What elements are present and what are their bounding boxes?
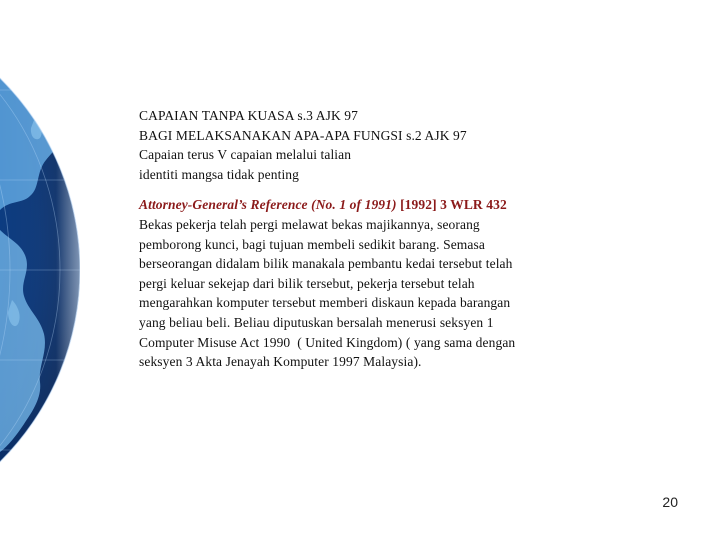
spacer (139, 184, 589, 195)
heading-line: Capaian terus V capaian melalui talian (139, 147, 352, 163)
body-line: mengarahkan komputer tersebut memberi diskaun kepada barangan (139, 295, 511, 311)
page-number: 20 (662, 494, 678, 510)
body-line: Bekas pekerja telah pergi melawat bekas majikannya, seorang (139, 216, 480, 232)
case-report: [1992] 3 WLR 432 (396, 197, 507, 213)
body-line: berseorangan didalam bilik manakala pembantu kedai tersebut telah (139, 256, 513, 272)
body-line: pemborong kunci, bagi tujuan membeli sedikit barang. Semasa (139, 236, 485, 252)
globe-image (0, 0, 80, 540)
heading-line: CAPAIAN TANPA KUASA s.3 AJK 97 (139, 108, 358, 123)
slide-content (139, 106, 589, 372)
heading-line: identiti mangsa tidak penting (139, 166, 299, 182)
body-line: Computer Misuse Act 1990 ( United Kingdom) ( yang sama dengan (139, 334, 516, 350)
body-line: seksyen 3 Akta Jenayah Komputer 1997 Malaysia). (139, 354, 422, 370)
body-line: yang beliau beli. Beliau diputuskan bersalah menerusi seksyen 1 (139, 314, 494, 330)
heading-line: BAGI MELAKSANAKAN APA-APA FUNGSI s.2 AJK 97 (139, 127, 467, 143)
body-line: pergi keluar sekejap dari bilik tersebut, pekerja tersebut telah (139, 275, 475, 291)
case-citation (139, 195, 589, 215)
case-name: Attorney-General’s Reference (No. 1 of 1991) (139, 197, 397, 213)
